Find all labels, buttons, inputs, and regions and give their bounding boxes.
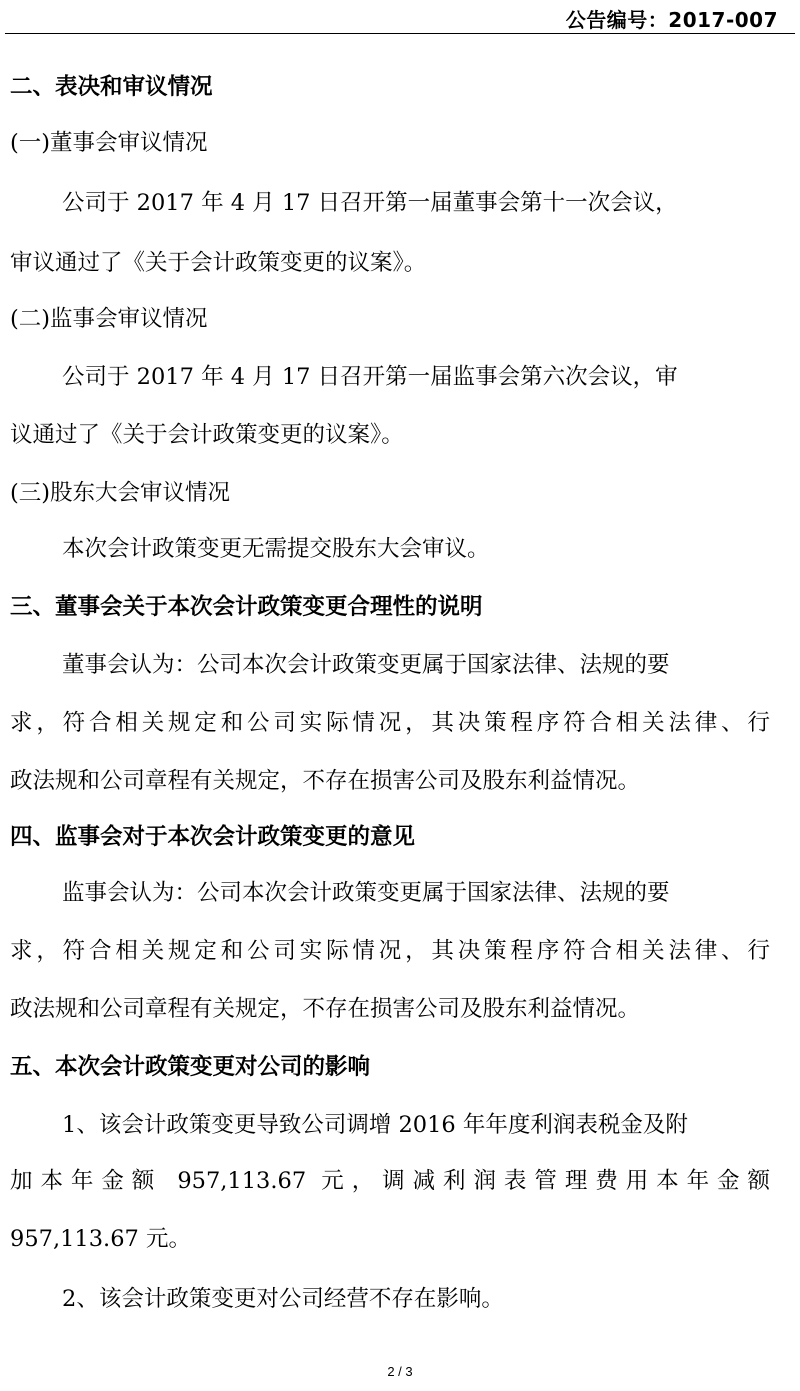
paragraph-line: 1、该会计政策变更导致公司调增 2016 年年度利润表税金及附 bbox=[62, 1112, 688, 1138]
paragraph-line: 本次会计政策变更无需提交股东大会审议。 bbox=[62, 536, 490, 562]
page-header bbox=[0, 0, 800, 34]
subsection-board-review-heading: (一)董事会审议情况 bbox=[10, 130, 208, 156]
paragraph-line: 监事会认为：公司本次会计政策变更属于国家法律、法规的要 bbox=[62, 880, 670, 906]
paragraph-line: 董事会认为：公司本次会计政策变更属于国家法律、法规的要 bbox=[62, 652, 670, 678]
paragraph-line: 政法规和公司章程有关规定，不存在损害公司及股东利益情况。 bbox=[10, 768, 641, 794]
paragraph-line: 审议通过了《关于会计政策变更的议案》。 bbox=[10, 250, 427, 276]
section-5-heading: 五、本次会计政策变更对公司的影响 bbox=[10, 1054, 371, 1080]
paragraph-line: 公司于 2017 年 4 月 17 日召开第一届董事会第十一次会议， bbox=[62, 190, 678, 216]
paragraph-line: 957,113.67 元。 bbox=[10, 1226, 191, 1252]
subsection-supervisory-review-heading: (二)监事会审议情况 bbox=[10, 306, 208, 332]
paragraph-line: 求，符合相关规定和公司实际情况，其决策程序符合相关法律、行 bbox=[10, 938, 770, 964]
page-number: 2 / 3 bbox=[387, 1364, 413, 1379]
header-divider bbox=[5, 33, 795, 34]
section-2-heading: 二、表决和审议情况 bbox=[10, 74, 213, 100]
section-4-heading: 四、监事会对于本次会计政策变更的意见 bbox=[10, 824, 416, 850]
section-3-heading: 三、董事会关于本次会计政策变更合理性的说明 bbox=[10, 594, 483, 620]
paragraph-line: 公司于 2017 年 4 月 17 日召开第一届监事会第六次会议，审 bbox=[62, 364, 678, 390]
announcement-number: 公告编号：2017-007 bbox=[565, 8, 778, 32]
paragraph-line: 政法规和公司章程有关规定，不存在损害公司及股东利益情况。 bbox=[10, 996, 641, 1022]
paragraph-line: 加本年金额 957,113.67 元，调减利润表管理费用本年金额 bbox=[10, 1168, 770, 1194]
paragraph-line: 2、该会计政策变更对公司经营不存在影响。 bbox=[62, 1286, 504, 1312]
subsection-shareholders-review-heading: (三)股东大会审议情况 bbox=[10, 480, 231, 506]
paragraph-line: 议通过了《关于会计政策变更的议案》。 bbox=[10, 422, 404, 448]
paragraph-line: 求，符合相关规定和公司实际情况，其决策程序符合相关法律、行 bbox=[10, 710, 770, 736]
